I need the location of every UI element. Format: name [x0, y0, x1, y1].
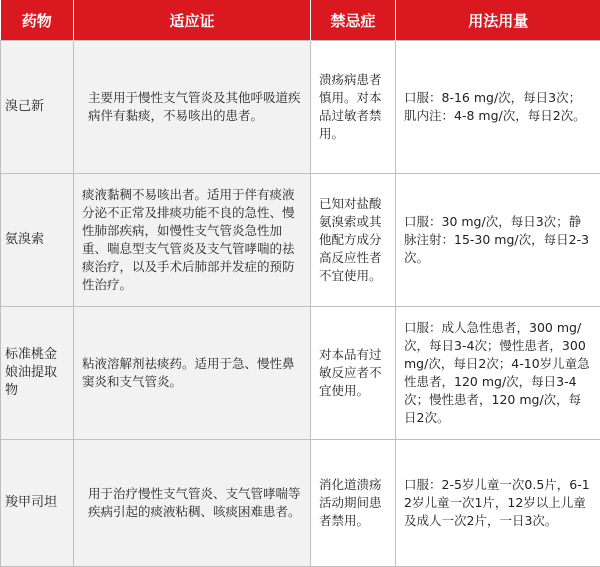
- contraindication-cell: 消化道溃疡活动期间患者禁用。: [311, 440, 396, 567]
- dosage-cell: 口服：30 mg/次，每日3次；静脉注射：15-30 mg/次，每日2-3次。: [396, 174, 600, 307]
- indication-cell: 用于治疗慢性支气管炎、支气管哮喘等疾病引起的痰液粘稠、咳痰困难患者。: [74, 440, 311, 567]
- table-row: [1, 307, 600, 440]
- header-contraindication: 禁忌症: [311, 0, 396, 41]
- dosage-cell: 口服：成人急性患者，300 mg/次，每日3-4次；慢性患者，300 mg/次，每日2次；4-10岁儿童急性患者，120 mg/次，每日3-4次；慢性患者，120 mg/次，每日2次。: [396, 307, 600, 440]
- indication-cell: 痰液黏稠不易咳出者。适用于伴有痰液分泌不正常及排痰功能不良的急性、慢性肺部疾病，如慢性支气管炎急性加重、喘息型支气管炎及支气管哮喘的祛痰治疗，以及手术后肺部并发症的预防性治疗。: [74, 174, 311, 307]
- header-dosage: 用法用量: [396, 0, 600, 41]
- drug-name-cell: 溴己新: [1, 41, 74, 174]
- table-header-row: [1, 0, 600, 41]
- drug-name-cell: 氨溴索: [1, 174, 74, 307]
- header-drug: 药物: [1, 0, 74, 41]
- contraindication-cell: 已知对盐酸氨溴索或其他配方成分高反应性者不宜使用。: [311, 174, 396, 307]
- dosage-cell: 口服：2-5岁儿童一次0.5片，6-12岁儿童一次1片，12岁以上儿童及成人一次2片，一日3次。: [396, 440, 600, 567]
- table-row: [1, 440, 600, 567]
- contraindication-cell: 对本品有过敏反应者不宜使用。: [311, 307, 396, 440]
- indication-cell: 主要用于慢性支气管炎及其他呼吸道疾病伴有黏痰，不易咳出的患者。: [74, 41, 311, 174]
- table-row: [1, 41, 600, 174]
- drug-name-cell: 标准桃金娘油提取物: [1, 307, 74, 440]
- contraindication-cell: 溃疡病患者慎用。对本品过敏者禁用。: [311, 41, 396, 174]
- drug-name-cell: 羧甲司坦: [1, 440, 74, 567]
- dosage-cell: 口服：8-16 mg/次，每日3次；肌内注：4-8 mg/次，每日2次。: [396, 41, 600, 174]
- indication-cell: 粘液溶解剂祛痰药。适用于急、慢性鼻窦炎和支气管炎。: [74, 307, 311, 440]
- header-indication: 适应证: [74, 0, 311, 41]
- table-row: [1, 174, 600, 307]
